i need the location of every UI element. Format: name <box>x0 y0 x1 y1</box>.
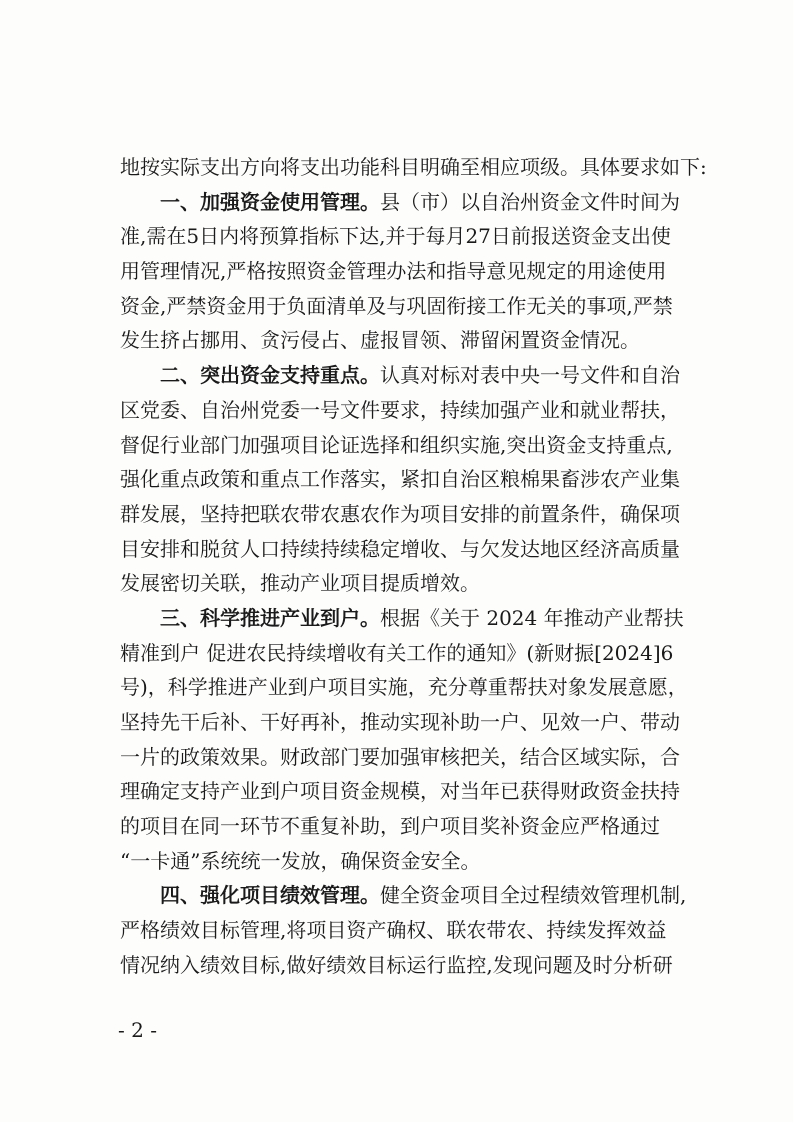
body-line: 地按实际支出方向将支出功能科目明确至相应项级。具体要求如下: <box>120 155 707 179</box>
section-paragraph-start <box>120 601 692 636</box>
section-heading: 三、科学推进产业到户。 <box>160 605 380 630</box>
body-line: 理确定支持产业到户项目资金规模，对当年已获得财政资金扶持 <box>120 779 680 804</box>
body-line: 发展密切关联，推动产业项目提质增效。 <box>120 571 480 596</box>
body-line: 一片的政策效果。财政部门要加强审核把关，结合区域实际，合 <box>120 744 680 769</box>
body-line: 号)，科学推进产业到户项目实施，充分尊重帮扶对象发展意愿， <box>120 675 688 700</box>
document-body <box>120 150 707 983</box>
body-line: 用管理情况,严格按照资金管理办法和指导意见规定的用途使用 <box>120 259 667 284</box>
section-paragraph-start <box>120 358 692 393</box>
section-paragraph-start <box>120 185 692 220</box>
body-line: 目安排和脱贫人口持续持续稳定增收、与欠发达地区经济高质量 <box>120 536 680 561</box>
body-line: 区党委、自治州党委一号文件要求，持续加强产业和就业帮扶， <box>120 397 680 422</box>
body-line: 准,需在5日内将预算指标下达,并于每月27日前报送资金支出使 <box>120 224 671 249</box>
body-text: 根据《关于 2024 年推动产业帮扶 <box>380 605 684 630</box>
body-text: 认真对标对表中央一号文件和自治 <box>380 363 680 388</box>
page-number: - 2 - <box>118 1018 157 1042</box>
body-text: 县（市）以自治州资金文件时间为 <box>380 189 680 214</box>
body-line: 强化重点政策和重点工作落实，紧扣自治区粮棉果畜涉农产业集 <box>120 467 680 492</box>
body-text: 健全资金项目全过程绩效管理机制, <box>380 883 687 908</box>
body-line: 群发展，坚持把联农带农惠农作为项目安排的前置条件，确保项 <box>120 501 680 526</box>
body-line: 精准到户 促进农民持续增收有关工作的通知》(新财振[2024]6 <box>120 640 674 665</box>
body-line: 督促行业部门加强项目论证选择和组织实施,突出资金支持重点, <box>120 432 673 457</box>
section-heading: 四、强化项目绩效管理。 <box>160 883 380 908</box>
section-heading: 二、突出资金支持重点。 <box>160 363 380 388</box>
body-line: 发生挤占挪用、贪污侵占、虚报冒领、滞留闲置资金情况。 <box>120 328 640 353</box>
body-line: 情况纳入绩效目标,做好绩效目标运行监控,发现问题及时分析研 <box>120 952 673 977</box>
section-paragraph-start <box>120 878 692 913</box>
body-line: 的项目在同一环节不重复补助，到户项目奖补资金应严格通过 <box>120 814 660 839</box>
body-line: “一卡通”系统统一发放，确保资金安全。 <box>120 848 481 873</box>
body-line: 严格绩效目标管理,将项目资产确权、联农带农、持续发挥效益 <box>120 918 667 943</box>
body-line: 坚持先干后补、干好再补，推动实现补助一户、见效一户、带动 <box>120 710 680 734</box>
body-line: 资金,严禁资金用于负面清单及与巩固衔接工作无关的事项,严禁 <box>120 293 673 318</box>
section-heading: 一、加强资金使用管理。 <box>160 189 380 214</box>
